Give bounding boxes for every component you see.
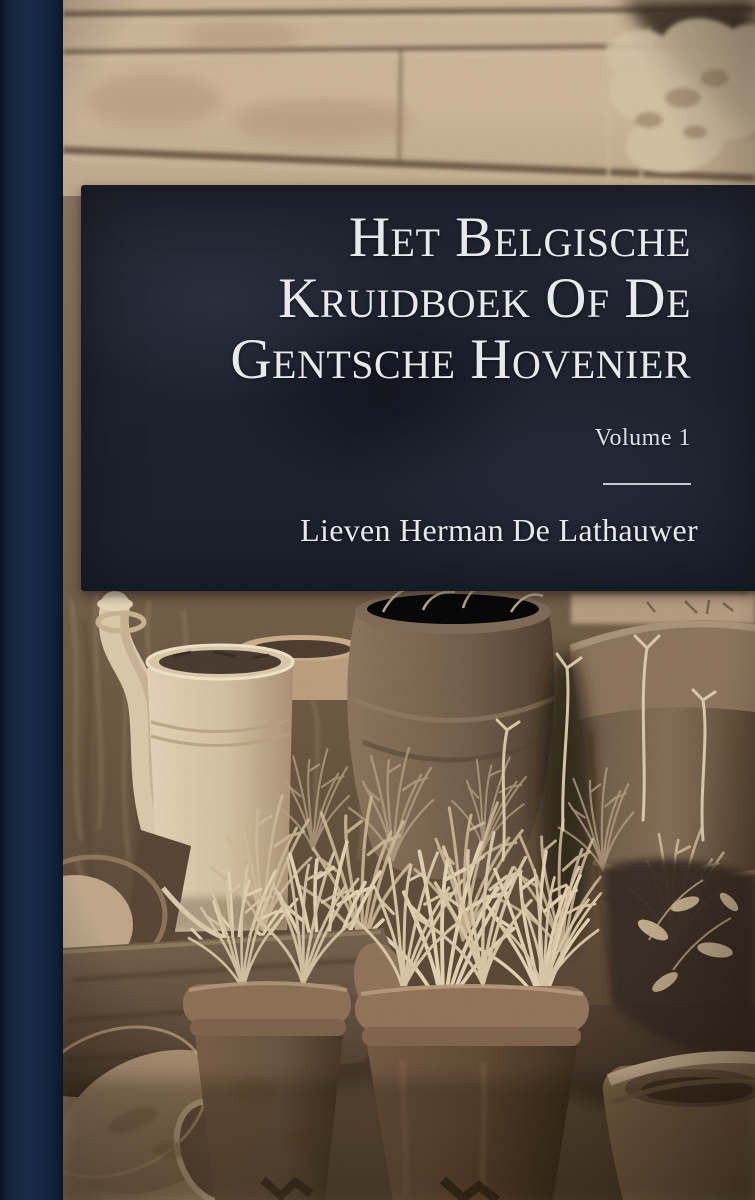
author-name: Lieven Herman De Lathauwer [300,512,698,548]
vignette [63,0,755,1200]
title-line-2: Kruidboek Of De [278,267,691,330]
title-line-3: Gentsche Hovenier [230,328,691,391]
volume-label: Volume 1 [594,425,691,451]
book-spine [0,0,63,1200]
cover-photo [63,0,755,1200]
title-line-1: Het Belgische [348,206,691,269]
book-title [230,207,691,390]
divider-rule [603,483,691,485]
title-panel [81,185,755,591]
